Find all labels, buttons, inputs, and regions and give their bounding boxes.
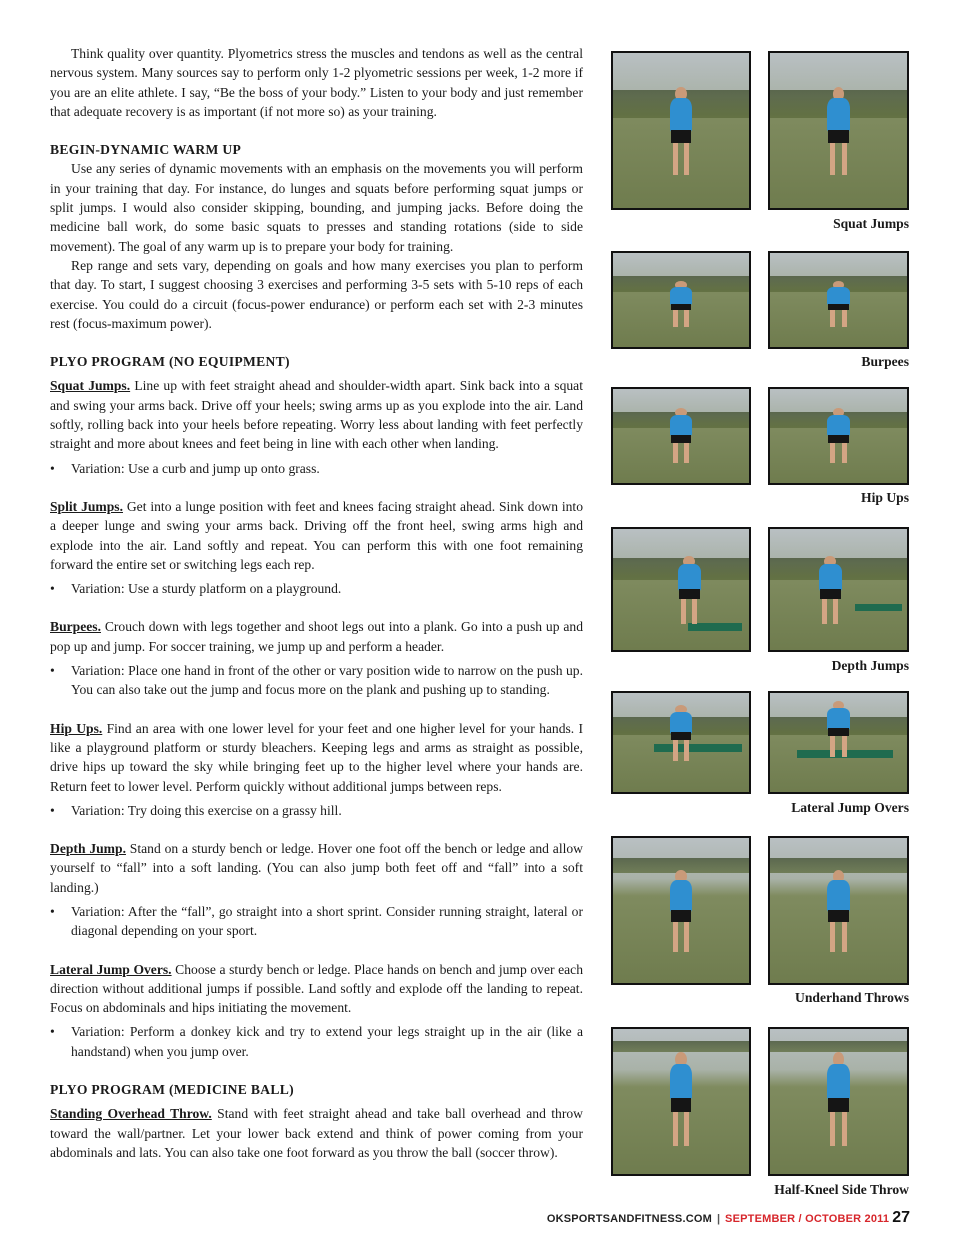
caption-hip-ups: Hip Ups [861,490,909,505]
caption-burpees: Burpees [861,354,909,369]
variation-text: Variation: Perform a donkey kick and try to extend your legs straight up in the air (like a handstand) when you jump over. [71,1024,583,1059]
article-body [50,44,583,1162]
exercise-text: Get into a lunge position with feet and knees facing straight ahead. Sink down into a deeper lunge and swing your arms back. Driving off the front heel, swing arms high and explode into the air. Land softly and repeat. You can perform this with one foot remaining forward the entire set or switching legs each rep. [50,498,584,572]
exercise-term: Split Jumps. [50,498,123,514]
bullet-icon: • [50,460,55,476]
caption-underhand-throws: Underhand Throws [795,990,909,1005]
variation-item [50,579,583,598]
medball-heading: PLYO PROGRAM (MEDICINE BALL) [50,1082,294,1098]
exercise-text: Line up with feet straight ahead and shoulder-width apart. Sink back into a squat and swing your arms back. Drive off your heels; swing arms up as you explode into the air. Land softly, rolling back into your heels before repeating. Worry less about landing with feet perfectly straight and more about knees and feet being in line with each other when landing. [50,378,583,452]
exercise-term: Depth Jump. [50,841,126,857]
exercise-paragraph [50,719,583,796]
exercise-paragraph [50,617,583,656]
exercise-paragraph [50,960,583,1018]
bullet-icon: • [50,903,55,919]
exercise-text: Find an area with one lower level for your feet and one higher level for your hands. I like a playground platform or sturdy bleachers. Keeping legs and arms as straight as possible, drive hips up toward the sky while bringing feet up to the higher level where your hands are. Return feet to lower level. Perform quickly without additional jumps between reps. [50,720,584,794]
hip-up-photo-1 [611,387,751,485]
variation-item [50,1022,583,1061]
variation-text: Variation: Use a curb and jump up onto grass. [71,460,320,476]
exercise-term: Hip Ups. [50,720,103,736]
exercise-text: Crouch down with legs together and shoot legs out into a plank. Go into a push up and pop up and jump. For soccer training, we jump up and perform a header. [50,619,583,654]
warmup-heading: BEGIN-DYNAMIC WARM UP [50,142,242,158]
depth-jump-photo-2 [768,527,909,652]
warmup-paragraph-1: Use any series of dynamic movements with an emphasis on the movements you will perform in your training that day. For instance, do lunges and squats before performing squat jumps or split jumps. I would also consider skipping, bounding, and jumping jacks. Before doing the medicine ball work, do some basic squats to presses and standing rotations (side to side movement). The goal of any warm up is to prepare your body for training. [50,161,583,254]
exercise-term: Lateral Jump Overs. [50,961,172,977]
exercise-text: Choose a sturdy bench or ledge. Place hands on bench and jump over each direction without additional jumps if possible. Land softly and explode off the landing to repeat. Focus on abdominals and hips initiating the movement. [50,961,583,1016]
hip-up-photo-2 [768,387,909,485]
plyo-heading: PLYO PROGRAM (NO EQUIPMENT) [50,354,290,370]
exercise-term: Standing Overhead Throw. [50,1106,212,1122]
caption-lateral-jump-overs: Lateral Jump Overs [791,800,909,815]
caption-squat-jumps: Squat Jumps [833,216,909,231]
half-kneel-photo-2 [768,1027,909,1176]
variation-item [50,459,583,478]
variation-text: Variation: After the “fall”, go straight into a short sprint. Consider running straight, lateral or diagonal depending on your sport. [71,903,583,939]
underhand-throw-photo-1 [611,836,751,985]
bullet-icon: • [50,663,55,679]
exercise-paragraph [50,1104,583,1162]
squat-jump-photo-1 [611,51,751,210]
footer-issue: SEPTEMBER / OCTOBER 2011 [725,1213,890,1225]
warmup-paragraph-2: Rep range and sets vary, depending on goals and how many exercises you plan to perform that day. To start, I suggest choosing 3 exercises and performing 3-5 sets with 5-10 reps of each exercise. You could do a circuit (focus-power endurance) or perform each set with 2-3 minutes rest (focus-maximum power). [50,257,583,331]
page-number: 27 [892,1209,910,1226]
exercise-text: Stand with feet straight ahead and take ball overhead and throw toward the wall/partner. Let your lower back extend and think of power coming from your abdominals and lats. You can also take one foot forward as you throw the ball (soccer throw). [50,1106,583,1160]
footer-site[interactable]: OKSPORTSANDFITNESS.COM [546,1213,712,1225]
lateral-jump-photo-2 [768,691,909,794]
exercise-paragraph [50,497,583,574]
exercise-term: Squat Jumps. [50,378,131,394]
half-kneel-photo-1 [611,1027,751,1176]
exercise-paragraph [50,376,583,453]
variation-item [50,902,583,941]
burpee-photo-2 [768,251,909,349]
intro-paragraph: Think quality over quantity. Plyometrics stress the muscles and tendons as well as the central nervous system. Many sources say to perform only 1-2 plyometric sessions per week, 1-2 more if you are an elite athlete. I say, “Be the boss of your body.” Listen to your body and just remember that adequate recovery is as important (if not more so) as your training. [50,46,583,119]
bullet-icon: • [50,581,55,597]
bullet-icon: • [50,802,55,818]
variation-text: Variation: Use a sturdy platform on a playground. [71,581,342,597]
caption-depth-jumps: Depth Jumps [831,658,909,673]
depth-jump-photo-1 [611,527,751,652]
variation-item [50,661,583,700]
exercise-term: Burpees. [50,619,101,635]
variation-item [50,801,583,820]
variation-text: Variation: Place one hand in front of the other or vary position wide to narrow on the push up. You can also take out the jump and focus more on the plank and pushing up to standing. [71,663,583,698]
lateral-jump-photo-1 [611,691,751,794]
exercise-paragraph [50,839,583,897]
underhand-throw-photo-2 [768,836,909,985]
page-footer [547,1209,910,1227]
bullet-icon: • [50,1024,55,1040]
burpee-photo-1 [611,251,751,349]
footer-separator: | [716,1213,721,1225]
exercise-text: Stand on a sturdy bench or ledge. Hover one foot off the bench or ledge and allow yourself to “fall” into a soft landing. (You can also jump both feet off and “fall” into a soft landing.) [50,841,583,895]
caption-half-kneel-side-throw: Half-Kneel Side Throw [774,1182,909,1197]
squat-jump-photo-2 [768,51,909,210]
variation-text: Variation: Try doing this exercise on a grassy hill. [71,802,342,818]
